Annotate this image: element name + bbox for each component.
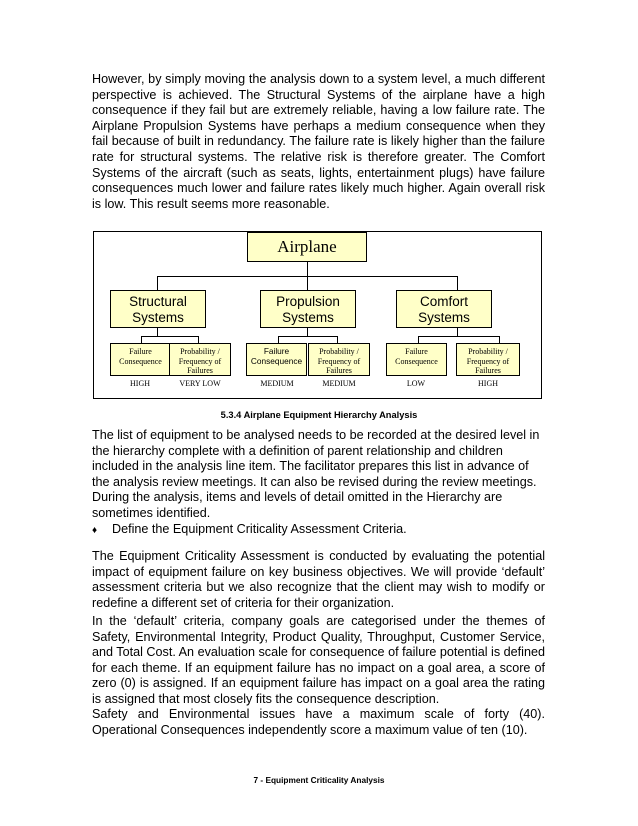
- default-criteria-paragraph: In the ‘default’ criteria, company goals are categorised under the themes of Safety, Environmental Integrity, Product Quality, Throughput, Customer Service, and Total Cost. An evaluation scale for consequence of failure potential is defined for each theme. If an equipment failure has no impact on a goal area, a score of zero (0) is assigned. If an equipment failure has impact on a goal area the rating is assigned that most closely fits the consequence description.: [92, 614, 545, 706]
- bullet-item: [92, 522, 407, 536]
- node-label: Propulsion: [276, 294, 340, 309]
- node-label: Consequence: [119, 356, 162, 366]
- equipment-list-paragraph: The list of equipment to be analysed needs to be recorded at the desired level in the hierarchy complete with a definition of parent relationship and children included in the analysis line item. The facilitator prepares this list in advance of the analysis review meetings. It can also be revised during the review meetings. During the analysis, items and levels of detail omitted in the Hierarchy are sometimes identified.: [92, 428, 540, 520]
- airplane-hierarchy-diagram: [93, 231, 542, 399]
- node-label: Consequence: [395, 356, 438, 366]
- comfort-systems-node: [396, 290, 492, 328]
- comfort-probability-rating: HIGH: [478, 379, 498, 388]
- node-label: Systems: [132, 310, 184, 325]
- figure-caption: 5.3.4 Airplane Equipment Hierarchy Analysis: [220, 410, 418, 420]
- comfort-probability-node: [456, 343, 520, 376]
- node-label: Consequence: [250, 355, 303, 366]
- intro-paragraph: However, by simply moving the analysis down to a system level, a much different perspective is achieved. The Structural Systems of the airplane have a high consequence if they fail but are extremely reliable, having a low failure rate. The Airplane Propulsion Systems have perhaps a medium consequence when they fail because of built in redundancy. The failure rate is likely higher than the failure rate for structural systems. The relative risk is therefore greater. The Comfort Systems of the aircraft (such as seats, lights, entertainment plugs) have failure consequences much lower and failure rates likely much higher. Again overall risk is low. This result seems more reasonable.: [92, 72, 545, 211]
- structural-consequence-rating: HIGH: [130, 379, 150, 388]
- structural-systems-node: [110, 290, 206, 328]
- node-label: Frequency of: [178, 356, 222, 366]
- node-label: Probability /: [468, 347, 508, 356]
- propulsion-failure-consequence-node: [246, 343, 307, 376]
- structural-failure-consequence-node: [110, 343, 171, 376]
- node-label: Frequency of: [317, 356, 361, 366]
- bullet-text: Define the Equipment Criticality Assessment Criteria.: [112, 522, 407, 536]
- node-label: Probability /: [319, 347, 359, 356]
- safety-paragraph: Safety and Environmental issues have a maximum scale of forty (40). Operational Consequences independently score a maximum value of ten (10).: [92, 707, 545, 737]
- node-label: Systems: [282, 310, 334, 325]
- node-label: Structural: [129, 294, 187, 309]
- comfort-consequence-rating: LOW: [406, 379, 426, 388]
- propulsion-systems-node: [260, 290, 356, 328]
- comfort-failure-consequence-node: [386, 343, 447, 376]
- page-footer: 7 - Equipment Criticality Analysis: [253, 775, 385, 785]
- node-label: Failure: [263, 346, 290, 356]
- structural-probability-rating: VERY LOW: [179, 379, 221, 388]
- assessment-paragraph: The Equipment Criticality Assessment is conducted by evaluating the potential impact of equipment failure on key business objectives. We will provide ‘default’ assessment criteria but we also recognize that the client may wish to modify or redefine a different set of criteria for their organization.: [92, 549, 545, 610]
- node-label: Failures: [326, 366, 352, 375]
- node-label: Frequency of: [466, 356, 510, 366]
- propulsion-consequence-rating: MEDIUM: [260, 379, 294, 388]
- node-label: Failure: [129, 347, 152, 356]
- node-label: Comfort: [419, 294, 468, 309]
- propulsion-probability-rating: MEDIUM: [322, 379, 356, 388]
- node-label: Failures: [187, 366, 213, 375]
- node-label: Systems: [418, 310, 470, 325]
- node-label: Failures: [475, 366, 501, 375]
- structural-probability-node: [169, 343, 231, 376]
- diamond-bullet-icon: ♦: [92, 525, 98, 536]
- node-label: Failure: [405, 347, 428, 356]
- propulsion-probability-node: [308, 343, 370, 376]
- node-label: Probability /: [180, 347, 220, 356]
- airplane-node: Airplane: [247, 232, 367, 262]
